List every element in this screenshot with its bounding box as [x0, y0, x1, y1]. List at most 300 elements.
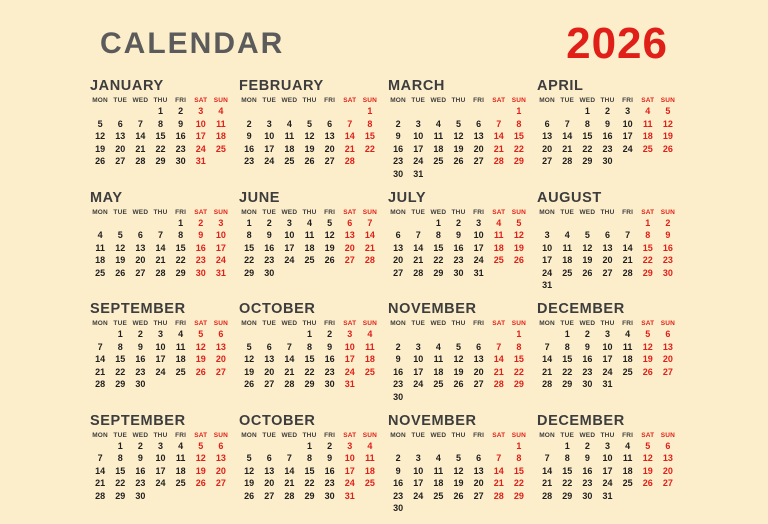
- day-cell[interactable]: 23: [130, 478, 150, 489]
- day-cell[interactable]: 29: [110, 491, 130, 502]
- day-cell[interactable]: 6: [211, 329, 231, 340]
- day-cell[interactable]: 25: [428, 379, 448, 390]
- day-cell[interactable]: 16: [577, 354, 597, 365]
- day-cell[interactable]: 17: [469, 243, 489, 254]
- day-cell[interactable]: 19: [448, 367, 468, 378]
- day-cell[interactable]: 11: [279, 131, 299, 142]
- day-cell[interactable]: 20: [110, 144, 130, 155]
- day-cell[interactable]: 14: [537, 466, 557, 477]
- day-cell[interactable]: 25: [360, 367, 380, 378]
- day-cell[interactable]: 27: [259, 379, 279, 390]
- day-cell[interactable]: 18: [90, 255, 110, 266]
- day-cell[interactable]: 30: [577, 491, 597, 502]
- day-cell[interactable]: 2: [658, 218, 678, 229]
- day-cell[interactable]: 9: [130, 342, 150, 353]
- day-cell[interactable]: 2: [259, 218, 279, 229]
- day-cell[interactable]: 8: [239, 230, 259, 241]
- day-cell[interactable]: 12: [448, 354, 468, 365]
- day-cell[interactable]: 8: [360, 119, 380, 130]
- day-cell[interactable]: 3: [191, 106, 211, 117]
- day-cell[interactable]: 25: [90, 268, 110, 279]
- day-cell[interactable]: 22: [557, 367, 577, 378]
- day-cell[interactable]: 3: [259, 119, 279, 130]
- day-cell[interactable]: 13: [320, 131, 340, 142]
- day-cell[interactable]: 18: [299, 243, 319, 254]
- day-cell[interactable]: 18: [360, 354, 380, 365]
- day-cell[interactable]: 10: [597, 342, 617, 353]
- day-cell[interactable]: 10: [408, 466, 428, 477]
- day-cell[interactable]: 23: [448, 255, 468, 266]
- day-cell[interactable]: 22: [360, 144, 380, 155]
- day-cell[interactable]: 30: [259, 268, 279, 279]
- day-cell[interactable]: 18: [279, 144, 299, 155]
- day-cell[interactable]: 17: [150, 354, 170, 365]
- day-cell[interactable]: 6: [597, 230, 617, 241]
- day-cell[interactable]: 5: [110, 230, 130, 241]
- day-cell[interactable]: 1: [577, 106, 597, 117]
- day-cell[interactable]: 16: [577, 466, 597, 477]
- day-cell[interactable]: 28: [618, 268, 638, 279]
- day-cell[interactable]: 13: [259, 354, 279, 365]
- day-cell[interactable]: 10: [408, 131, 428, 142]
- day-cell[interactable]: 6: [340, 218, 360, 229]
- day-cell[interactable]: 18: [360, 466, 380, 477]
- day-cell[interactable]: 20: [537, 144, 557, 155]
- day-cell[interactable]: 8: [110, 453, 130, 464]
- day-cell[interactable]: 7: [360, 218, 380, 229]
- day-cell[interactable]: 24: [618, 144, 638, 155]
- day-cell[interactable]: 31: [597, 379, 617, 390]
- day-cell[interactable]: 6: [658, 441, 678, 452]
- day-cell[interactable]: 29: [171, 268, 191, 279]
- day-cell[interactable]: 3: [408, 453, 428, 464]
- day-cell[interactable]: 7: [340, 119, 360, 130]
- day-cell[interactable]: 4: [360, 329, 380, 340]
- day-cell[interactable]: 24: [408, 156, 428, 167]
- day-cell[interactable]: 7: [537, 342, 557, 353]
- day-cell[interactable]: 24: [150, 367, 170, 378]
- day-cell[interactable]: 16: [597, 131, 617, 142]
- day-cell[interactable]: 2: [239, 119, 259, 130]
- day-cell[interactable]: 21: [489, 144, 509, 155]
- day-cell[interactable]: 17: [259, 144, 279, 155]
- day-cell[interactable]: 23: [320, 367, 340, 378]
- day-cell[interactable]: 15: [110, 466, 130, 477]
- day-cell[interactable]: 11: [618, 453, 638, 464]
- day-cell[interactable]: 21: [408, 255, 428, 266]
- day-cell[interactable]: 23: [388, 156, 408, 167]
- day-cell[interactable]: 2: [597, 106, 617, 117]
- day-cell[interactable]: 5: [191, 329, 211, 340]
- day-cell[interactable]: 16: [171, 131, 191, 142]
- day-cell[interactable]: 3: [408, 119, 428, 130]
- day-cell[interactable]: 5: [448, 119, 468, 130]
- day-cell[interactable]: 5: [638, 441, 658, 452]
- day-cell[interactable]: 11: [428, 131, 448, 142]
- day-cell[interactable]: 10: [469, 230, 489, 241]
- day-cell[interactable]: 9: [597, 119, 617, 130]
- day-cell[interactable]: 28: [90, 379, 110, 390]
- day-cell[interactable]: 21: [279, 478, 299, 489]
- day-cell[interactable]: 19: [658, 131, 678, 142]
- day-cell[interactable]: 4: [360, 441, 380, 452]
- day-cell[interactable]: 27: [597, 268, 617, 279]
- day-cell[interactable]: 2: [388, 119, 408, 130]
- day-cell[interactable]: 29: [509, 491, 529, 502]
- day-cell[interactable]: 28: [279, 379, 299, 390]
- day-cell[interactable]: 26: [191, 478, 211, 489]
- day-cell[interactable]: 30: [577, 379, 597, 390]
- day-cell[interactable]: 22: [509, 367, 529, 378]
- day-cell[interactable]: 14: [279, 466, 299, 477]
- day-cell[interactable]: 19: [509, 243, 529, 254]
- day-cell[interactable]: 29: [557, 379, 577, 390]
- day-cell[interactable]: 7: [489, 453, 509, 464]
- day-cell[interactable]: 3: [537, 230, 557, 241]
- day-cell[interactable]: 19: [110, 255, 130, 266]
- day-cell[interactable]: 9: [320, 342, 340, 353]
- day-cell[interactable]: 27: [537, 156, 557, 167]
- day-cell[interactable]: 1: [557, 441, 577, 452]
- day-cell[interactable]: 12: [658, 119, 678, 130]
- day-cell[interactable]: 7: [537, 453, 557, 464]
- day-cell[interactable]: 11: [557, 243, 577, 254]
- day-cell[interactable]: 9: [658, 230, 678, 241]
- day-cell[interactable]: 28: [537, 379, 557, 390]
- day-cell[interactable]: 6: [388, 230, 408, 241]
- day-cell[interactable]: 2: [320, 441, 340, 452]
- day-cell[interactable]: 18: [171, 466, 191, 477]
- day-cell[interactable]: 19: [299, 144, 319, 155]
- day-cell[interactable]: 21: [618, 255, 638, 266]
- day-cell[interactable]: 25: [171, 367, 191, 378]
- day-cell[interactable]: 20: [658, 354, 678, 365]
- day-cell[interactable]: 19: [90, 144, 110, 155]
- day-cell[interactable]: 21: [537, 478, 557, 489]
- day-cell[interactable]: 22: [110, 367, 130, 378]
- day-cell[interactable]: 15: [299, 466, 319, 477]
- day-cell[interactable]: 27: [658, 478, 678, 489]
- day-cell[interactable]: 16: [320, 466, 340, 477]
- day-cell[interactable]: 19: [320, 243, 340, 254]
- day-cell[interactable]: 23: [191, 255, 211, 266]
- day-cell[interactable]: 11: [171, 453, 191, 464]
- day-cell[interactable]: 5: [638, 329, 658, 340]
- day-cell[interactable]: 27: [340, 255, 360, 266]
- day-cell[interactable]: 25: [618, 367, 638, 378]
- day-cell[interactable]: 20: [130, 255, 150, 266]
- day-cell[interactable]: 7: [489, 342, 509, 353]
- day-cell[interactable]: 28: [489, 379, 509, 390]
- day-cell[interactable]: 3: [150, 329, 170, 340]
- day-cell[interactable]: 11: [171, 342, 191, 353]
- day-cell[interactable]: 4: [428, 342, 448, 353]
- day-cell[interactable]: 10: [150, 453, 170, 464]
- day-cell[interactable]: 26: [638, 367, 658, 378]
- day-cell[interactable]: 28: [537, 491, 557, 502]
- day-cell[interactable]: 8: [509, 119, 529, 130]
- day-cell[interactable]: 12: [577, 243, 597, 254]
- day-cell[interactable]: 26: [509, 255, 529, 266]
- day-cell[interactable]: 10: [618, 119, 638, 130]
- day-cell[interactable]: 20: [259, 367, 279, 378]
- day-cell[interactable]: 9: [388, 466, 408, 477]
- day-cell[interactable]: 6: [658, 329, 678, 340]
- day-cell[interactable]: 17: [150, 466, 170, 477]
- day-cell[interactable]: 1: [299, 441, 319, 452]
- day-cell[interactable]: 23: [171, 144, 191, 155]
- day-cell[interactable]: 14: [557, 131, 577, 142]
- day-cell[interactable]: 1: [509, 106, 529, 117]
- day-cell[interactable]: 14: [408, 243, 428, 254]
- day-cell[interactable]: 27: [211, 478, 231, 489]
- day-cell[interactable]: 8: [577, 119, 597, 130]
- day-cell[interactable]: 1: [299, 329, 319, 340]
- day-cell[interactable]: 22: [557, 478, 577, 489]
- day-cell[interactable]: 29: [239, 268, 259, 279]
- day-cell[interactable]: 16: [388, 478, 408, 489]
- day-cell[interactable]: 9: [577, 342, 597, 353]
- day-cell[interactable]: 13: [110, 131, 130, 142]
- day-cell[interactable]: 15: [509, 131, 529, 142]
- day-cell[interactable]: 15: [509, 354, 529, 365]
- day-cell[interactable]: 28: [279, 491, 299, 502]
- day-cell[interactable]: 28: [557, 156, 577, 167]
- day-cell[interactable]: 19: [638, 466, 658, 477]
- day-cell[interactable]: 26: [658, 144, 678, 155]
- day-cell[interactable]: 25: [299, 255, 319, 266]
- day-cell[interactable]: 15: [239, 243, 259, 254]
- day-cell[interactable]: 1: [557, 329, 577, 340]
- day-cell[interactable]: 22: [299, 478, 319, 489]
- day-cell[interactable]: 15: [557, 466, 577, 477]
- day-cell[interactable]: 5: [191, 441, 211, 452]
- day-cell[interactable]: 12: [638, 453, 658, 464]
- day-cell[interactable]: 1: [110, 329, 130, 340]
- day-cell[interactable]: 26: [299, 156, 319, 167]
- day-cell[interactable]: 15: [509, 466, 529, 477]
- day-cell[interactable]: 13: [211, 342, 231, 353]
- day-cell[interactable]: 19: [239, 367, 259, 378]
- day-cell[interactable]: 29: [150, 156, 170, 167]
- day-cell[interactable]: 25: [360, 478, 380, 489]
- day-cell[interactable]: 23: [320, 478, 340, 489]
- day-cell[interactable]: 3: [340, 441, 360, 452]
- day-cell[interactable]: 30: [597, 156, 617, 167]
- day-cell[interactable]: 28: [489, 491, 509, 502]
- day-cell[interactable]: 23: [577, 478, 597, 489]
- day-cell[interactable]: 6: [259, 342, 279, 353]
- day-cell[interactable]: 26: [577, 268, 597, 279]
- day-cell[interactable]: 21: [489, 478, 509, 489]
- day-cell[interactable]: 15: [638, 243, 658, 254]
- day-cell[interactable]: 17: [191, 131, 211, 142]
- day-cell[interactable]: 16: [658, 243, 678, 254]
- day-cell[interactable]: 13: [658, 342, 678, 353]
- day-cell[interactable]: 20: [469, 478, 489, 489]
- day-cell[interactable]: 16: [448, 243, 468, 254]
- day-cell[interactable]: 10: [191, 119, 211, 130]
- day-cell[interactable]: 6: [211, 441, 231, 452]
- day-cell[interactable]: 22: [428, 255, 448, 266]
- day-cell[interactable]: 29: [509, 379, 529, 390]
- day-cell[interactable]: 18: [618, 466, 638, 477]
- day-cell[interactable]: 6: [537, 119, 557, 130]
- day-cell[interactable]: 22: [110, 478, 130, 489]
- day-cell[interactable]: 11: [618, 342, 638, 353]
- day-cell[interactable]: 15: [110, 354, 130, 365]
- day-cell[interactable]: 29: [577, 156, 597, 167]
- day-cell[interactable]: 20: [320, 144, 340, 155]
- day-cell[interactable]: 4: [557, 230, 577, 241]
- day-cell[interactable]: 12: [509, 230, 529, 241]
- day-cell[interactable]: 30: [320, 491, 340, 502]
- day-cell[interactable]: 20: [469, 367, 489, 378]
- day-cell[interactable]: 12: [320, 230, 340, 241]
- day-cell[interactable]: 12: [191, 453, 211, 464]
- day-cell[interactable]: 28: [408, 268, 428, 279]
- day-cell[interactable]: 5: [90, 119, 110, 130]
- day-cell[interactable]: 27: [469, 156, 489, 167]
- day-cell[interactable]: 21: [557, 144, 577, 155]
- day-cell[interactable]: 20: [211, 466, 231, 477]
- day-cell[interactable]: 17: [618, 131, 638, 142]
- day-cell[interactable]: 28: [340, 156, 360, 167]
- day-cell[interactable]: 8: [557, 342, 577, 353]
- day-cell[interactable]: 26: [239, 379, 259, 390]
- day-cell[interactable]: 22: [150, 144, 170, 155]
- day-cell[interactable]: 30: [130, 379, 150, 390]
- day-cell[interactable]: 4: [299, 218, 319, 229]
- day-cell[interactable]: 8: [299, 342, 319, 353]
- day-cell[interactable]: 16: [388, 367, 408, 378]
- day-cell[interactable]: 4: [279, 119, 299, 130]
- day-cell[interactable]: 4: [489, 218, 509, 229]
- day-cell[interactable]: 5: [658, 106, 678, 117]
- day-cell[interactable]: 9: [171, 119, 191, 130]
- day-cell[interactable]: 12: [638, 342, 658, 353]
- day-cell[interactable]: 24: [340, 367, 360, 378]
- day-cell[interactable]: 11: [428, 466, 448, 477]
- day-cell[interactable]: 10: [279, 230, 299, 241]
- day-cell[interactable]: 7: [150, 230, 170, 241]
- day-cell[interactable]: 27: [469, 379, 489, 390]
- day-cell[interactable]: 30: [448, 268, 468, 279]
- day-cell[interactable]: 3: [618, 106, 638, 117]
- day-cell[interactable]: 31: [537, 280, 557, 291]
- day-cell[interactable]: 4: [90, 230, 110, 241]
- day-cell[interactable]: 8: [509, 453, 529, 464]
- day-cell[interactable]: 13: [211, 453, 231, 464]
- day-cell[interactable]: 10: [259, 131, 279, 142]
- day-cell[interactable]: 21: [537, 367, 557, 378]
- day-cell[interactable]: 18: [618, 354, 638, 365]
- day-cell[interactable]: 24: [408, 491, 428, 502]
- day-cell[interactable]: 1: [239, 218, 259, 229]
- day-cell[interactable]: 10: [408, 354, 428, 365]
- day-cell[interactable]: 12: [299, 131, 319, 142]
- day-cell[interactable]: 4: [618, 441, 638, 452]
- day-cell[interactable]: 1: [509, 329, 529, 340]
- day-cell[interactable]: 2: [388, 342, 408, 353]
- day-cell[interactable]: 30: [191, 268, 211, 279]
- day-cell[interactable]: 22: [239, 255, 259, 266]
- day-cell[interactable]: 31: [597, 491, 617, 502]
- day-cell[interactable]: 2: [448, 218, 468, 229]
- day-cell[interactable]: 18: [557, 255, 577, 266]
- day-cell[interactable]: 30: [658, 268, 678, 279]
- day-cell[interactable]: 26: [448, 379, 468, 390]
- day-cell[interactable]: 18: [211, 131, 231, 142]
- day-cell[interactable]: 20: [597, 255, 617, 266]
- day-cell[interactable]: 19: [638, 354, 658, 365]
- day-cell[interactable]: 30: [388, 392, 408, 403]
- day-cell[interactable]: 25: [279, 156, 299, 167]
- day-cell[interactable]: 16: [239, 144, 259, 155]
- day-cell[interactable]: 28: [489, 156, 509, 167]
- day-cell[interactable]: 26: [448, 156, 468, 167]
- day-cell[interactable]: 20: [658, 466, 678, 477]
- day-cell[interactable]: 24: [597, 367, 617, 378]
- day-cell[interactable]: 25: [171, 478, 191, 489]
- day-cell[interactable]: 12: [90, 131, 110, 142]
- day-cell[interactable]: 4: [618, 329, 638, 340]
- day-cell[interactable]: 7: [279, 453, 299, 464]
- day-cell[interactable]: 2: [577, 329, 597, 340]
- day-cell[interactable]: 21: [340, 144, 360, 155]
- day-cell[interactable]: 23: [388, 491, 408, 502]
- day-cell[interactable]: 23: [259, 255, 279, 266]
- day-cell[interactable]: 14: [489, 131, 509, 142]
- day-cell[interactable]: 21: [90, 367, 110, 378]
- day-cell[interactable]: 23: [239, 156, 259, 167]
- day-cell[interactable]: 24: [469, 255, 489, 266]
- day-cell[interactable]: 8: [638, 230, 658, 241]
- day-cell[interactable]: 5: [320, 218, 340, 229]
- day-cell[interactable]: 24: [191, 144, 211, 155]
- day-cell[interactable]: 28: [150, 268, 170, 279]
- day-cell[interactable]: 22: [638, 255, 658, 266]
- day-cell[interactable]: 6: [110, 119, 130, 130]
- day-cell[interactable]: 13: [388, 243, 408, 254]
- day-cell[interactable]: 18: [171, 354, 191, 365]
- day-cell[interactable]: 4: [638, 106, 658, 117]
- day-cell[interactable]: 11: [638, 119, 658, 130]
- day-cell[interactable]: 11: [428, 354, 448, 365]
- day-cell[interactable]: 21: [489, 367, 509, 378]
- day-cell[interactable]: 11: [360, 342, 380, 353]
- day-cell[interactable]: 14: [537, 354, 557, 365]
- day-cell[interactable]: 31: [191, 156, 211, 167]
- day-cell[interactable]: 27: [388, 268, 408, 279]
- day-cell[interactable]: 6: [130, 230, 150, 241]
- day-cell[interactable]: 24: [597, 478, 617, 489]
- day-cell[interactable]: 31: [469, 268, 489, 279]
- day-cell[interactable]: 17: [597, 354, 617, 365]
- day-cell[interactable]: 27: [658, 367, 678, 378]
- day-cell[interactable]: 21: [130, 144, 150, 155]
- day-cell[interactable]: 1: [110, 441, 130, 452]
- day-cell[interactable]: 8: [557, 453, 577, 464]
- day-cell[interactable]: 2: [130, 329, 150, 340]
- day-cell[interactable]: 11: [211, 119, 231, 130]
- day-cell[interactable]: 13: [130, 243, 150, 254]
- day-cell[interactable]: 13: [469, 131, 489, 142]
- day-cell[interactable]: 20: [469, 144, 489, 155]
- day-cell[interactable]: 4: [428, 453, 448, 464]
- day-cell[interactable]: 14: [340, 131, 360, 142]
- day-cell[interactable]: 2: [191, 218, 211, 229]
